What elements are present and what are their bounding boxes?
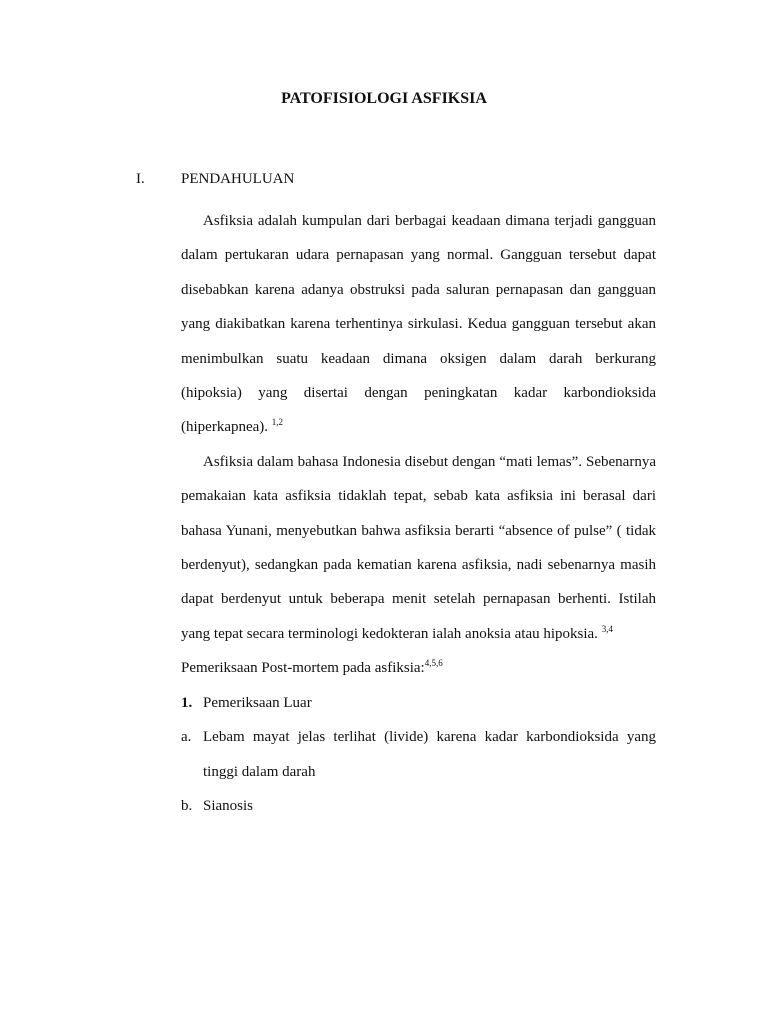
letter-item-b-text: Sianosis [203,797,254,814]
exam-intro-citation: 4,5,6 [424,658,443,669]
document-body [181,204,656,823]
letter-item-b-marker: b. [181,797,193,814]
section-heading: PENDAHULUAN [181,171,295,187]
letter-item-a [181,720,656,789]
exam-intro [181,651,656,685]
letter-item-a-text: Lebam mayat jelas terlihat (livide) karena kadar karbondioksida yang tinggi dalam darah [203,729,656,780]
paragraph-1 [181,204,656,445]
numbered-item [181,686,656,720]
letter-item-a-marker: a. [181,729,192,746]
numbered-item-text: Pemeriksaan Luar [203,694,312,711]
paragraph-2-text: Asfiksia dalam bahasa Indonesia disebut dengan “mati lemas”. Sebenarnya pemakaian kata asfiksia tidaklah tepat, sebab kata asfiksia ini berasal dari bahasa Yunani, menyebutkan bahwa asfiksia berarti “absence of pulse” ( tidak berdenyut), sedangkan pada kematian karena asfiksia, nadi sebenarnya masih dapat berdenyut untuk beberapa menit setelah pernapasan berhenti. Istilah yang tepat secara terminologi kedokteran ialah anoksia atau hipoksia. [181,453,656,642]
paragraph-2-citation: 3,4 [601,623,613,634]
paragraph-1-text: Asfiksia adalah kumpulan dari berbagai keadaan dimana terjadi gangguan dalam pertukaran udara pernapasan yang normal. Gangguan tersebut dapat disebabkan karena adanya obstruksi pada saluran pernapasan dan gangguan yang diakibatkan karena terhentinya sirkulasi. Kedua gangguan tersebut akan menimbulkan suatu keadaan dimana oksigen dalam darah berkurang (hipoksia) yang disertai dengan peningkatan kadar karbondioksida (hiperkapnea). [181,213,656,436]
numbered-item-marker: 1. [181,694,193,711]
letter-item-b [181,789,656,823]
paragraph-2 [181,445,656,651]
exam-intro-text: Pemeriksaan Post-mortem pada asfiksia: [181,660,425,677]
paragraph-1-citation: 1,2 [271,417,284,428]
document-title: PATOFISIOLOGI ASFIKSIA [281,90,487,107]
section-number: I. [136,171,145,187]
